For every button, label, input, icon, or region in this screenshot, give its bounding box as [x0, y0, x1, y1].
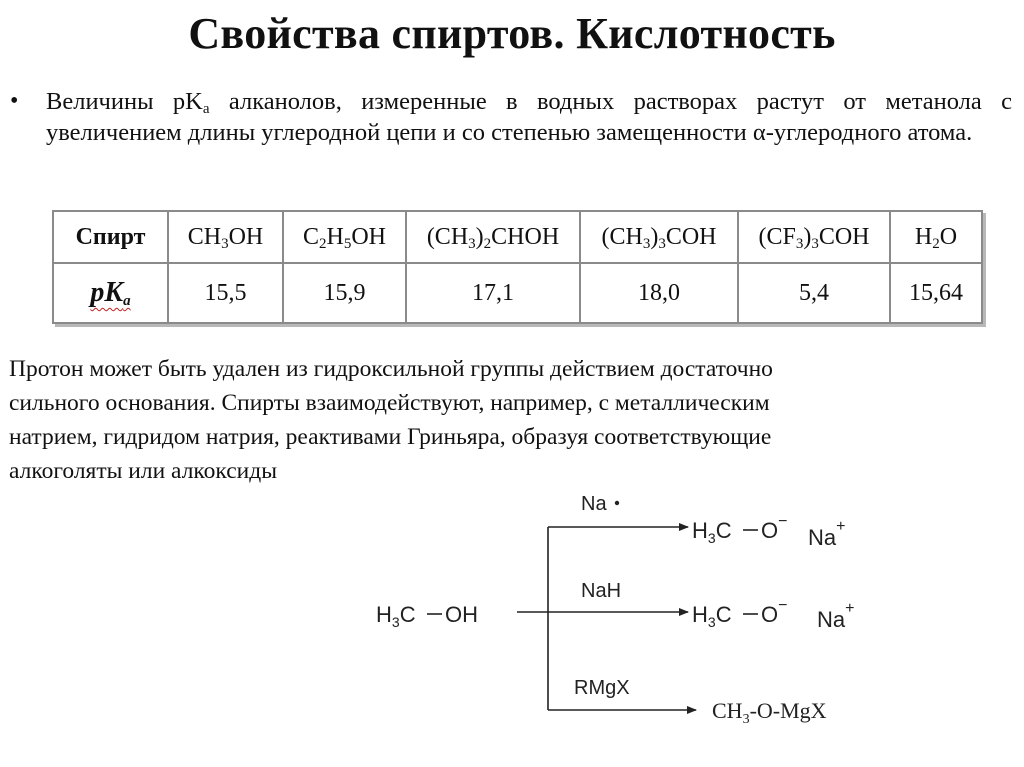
svg-text:O−: O− — [761, 513, 788, 543]
alcohol-cell: $H_2O$ — [890, 211, 982, 263]
paragraph-line: Протон может быть удален из гидроксильной группы действием достаточно — [9, 356, 773, 382]
radical-dot — [615, 501, 619, 505]
bullet-pk-subscript: a — [202, 101, 210, 117]
bullet-text-end: замещенности α-углеродного атома. — [596, 119, 973, 146]
pka-value-cell: 15,9 — [283, 263, 406, 323]
alcohol-cell: $CH_3OH$ — [168, 211, 283, 263]
pka-row-label: $pK_a$ — [53, 263, 168, 323]
svg-text:Na+: Na+ — [808, 518, 846, 550]
alcohol-cell: $(CH_3)_3COH$ — [580, 211, 738, 263]
svg-text:H3C: $H_3C$ — [692, 518, 732, 546]
svg-text:OH: OH — [445, 602, 478, 627]
paragraph-line: сильного основания. Спирты взаимодействуют, например, с металлическим — [9, 390, 770, 416]
product-magnesium-alkoxide — [712, 698, 827, 727]
svg-text:H3C: $H_3C$ — [376, 602, 416, 630]
pka-value-cell: 15,5 — [168, 263, 283, 323]
bullet-text-middle: алканолов, измеренные в водных растворах растут от метанола с увеличением длины углеродной цепи и со степенью — [46, 88, 1012, 146]
paragraph-line: натрием, гидридом натрия, реактивами Гриньяра, образуя соответствующие — [9, 424, 772, 450]
alcohol-cell: $(CF_3)_3COH$ — [738, 211, 890, 263]
svg-text:Na+: Na+ — [817, 600, 855, 632]
pka-value-cell: 18,0 — [580, 263, 738, 323]
alcohol-cell: $C_2H_5OH$ — [283, 211, 406, 263]
product-sodium-methoxide — [692, 513, 845, 550]
reactant-methanol — [376, 602, 478, 630]
reagent-rmgx-label: RMgX — [574, 677, 630, 699]
pka-value-cell: 15,64 — [890, 263, 982, 323]
svg-text:H3C: $H_3C$ — [692, 602, 732, 630]
table-header-label: Спирт — [53, 211, 168, 263]
paragraph-line: алкоголяты или алкоксиды — [9, 458, 277, 484]
svg-text:CH3-O-MgX: $CH_3-O$-MgX — [712, 698, 827, 727]
reagent-sodium-label: Na — [581, 493, 607, 515]
pka-value-cell: 17,1 — [406, 263, 580, 323]
page-title: Свойства спиртов. Кислотность — [188, 9, 836, 58]
pka-value-cell: 5,4 — [738, 263, 890, 323]
bullet-text-start: Величины pK — [46, 88, 203, 115]
product-sodium-methoxide — [692, 597, 854, 632]
reagent-nah-label: NaH — [581, 580, 622, 602]
alcohol-cell: $(CH_3)_2CHOH$ — [406, 211, 580, 263]
svg-text:O−: O− — [761, 597, 788, 627]
bullet-marker: • — [10, 88, 19, 114]
